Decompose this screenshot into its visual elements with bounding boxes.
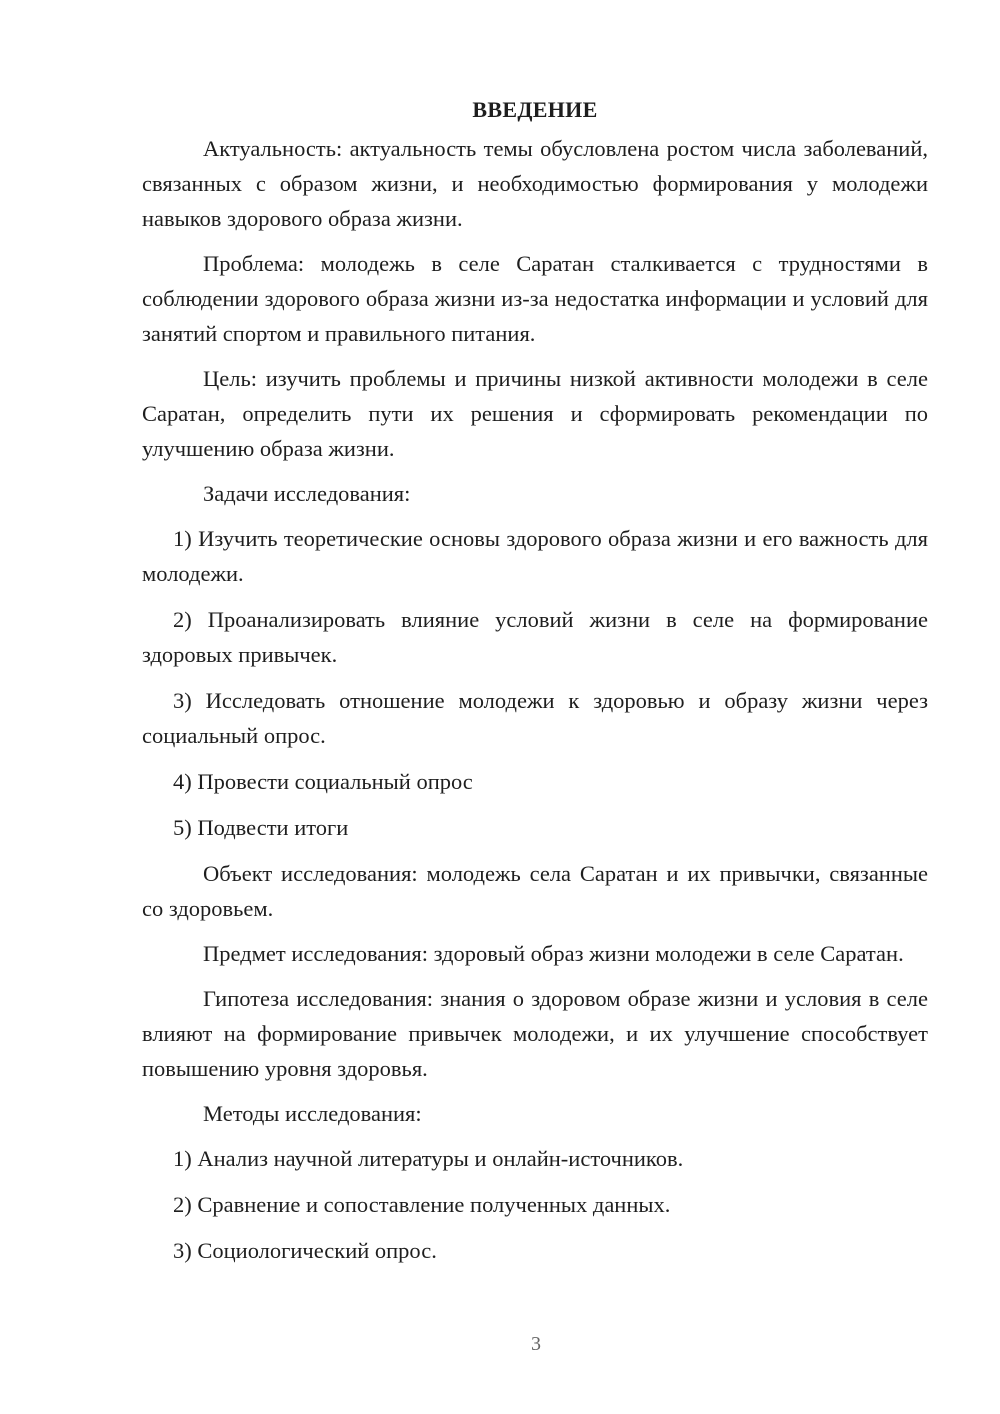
task-item-4: 4) Провести социальный опрос [173, 769, 473, 794]
paragraph-problem: Проблема: молодежь в селе Саратан сталкивается с трудностями в соблюдении здорового образа жизни из-за недостатка информации и условий для занятий спортом и правильного питания. [142, 251, 928, 346]
document-title: ВВЕДЕНИЕ [472, 97, 598, 122]
task-item-1: 1) Изучить теоретические основы здорового образа жизни и его важность для молодежи. [142, 526, 928, 586]
methods-heading: Методы исследования: [203, 1101, 422, 1126]
page-number: 3 [531, 1333, 541, 1355]
paragraph-hypothesis: Гипотеза исследования: знания о здоровом образе жизни и условия в селе влияют на формирование привычек молодежи, и их улучшение способствует повышению уровня здоровья. [142, 986, 928, 1081]
method-item-1: 1) Анализ научной литературы и онлайн-источников. [173, 1146, 684, 1171]
method-item-3: 3) Социологический опрос. [173, 1238, 437, 1263]
document-page [142, 92, 928, 1279]
paragraph-relevance: Актуальность: актуальность темы обусловлена ростом числа заболеваний, связанных с образом жизни, и необходимостью формирования у молодежи навыков здорового образа жизни. [142, 136, 928, 231]
task-item-5: 5) Подвести итоги [173, 815, 349, 840]
tasks-heading: Задачи исследования: [203, 481, 411, 506]
task-item-3: 3) Исследовать отношение молодежи к здоровью и образу жизни через социальный опрос. [142, 688, 928, 748]
paragraph-object: Объект исследования: молодежь села Саратан и их привычки, связанные со здоровьем. [142, 861, 928, 921]
paragraph-goal: Цель: изучить проблемы и причины низкой активности молодежи в селе Саратан, определить пути их решения и сформировать рекомендации по улучшению образа жизни. [142, 366, 928, 461]
paragraph-subject: Предмет исследования: здоровый образ жизни молодежи в селе Саратан. [203, 941, 904, 966]
task-item-2: 2) Проанализировать влияние условий жизни в селе на формирование здоровых привычек. [142, 607, 928, 667]
method-item-2: 2) Сравнение и сопоставление полученных данных. [173, 1192, 671, 1217]
